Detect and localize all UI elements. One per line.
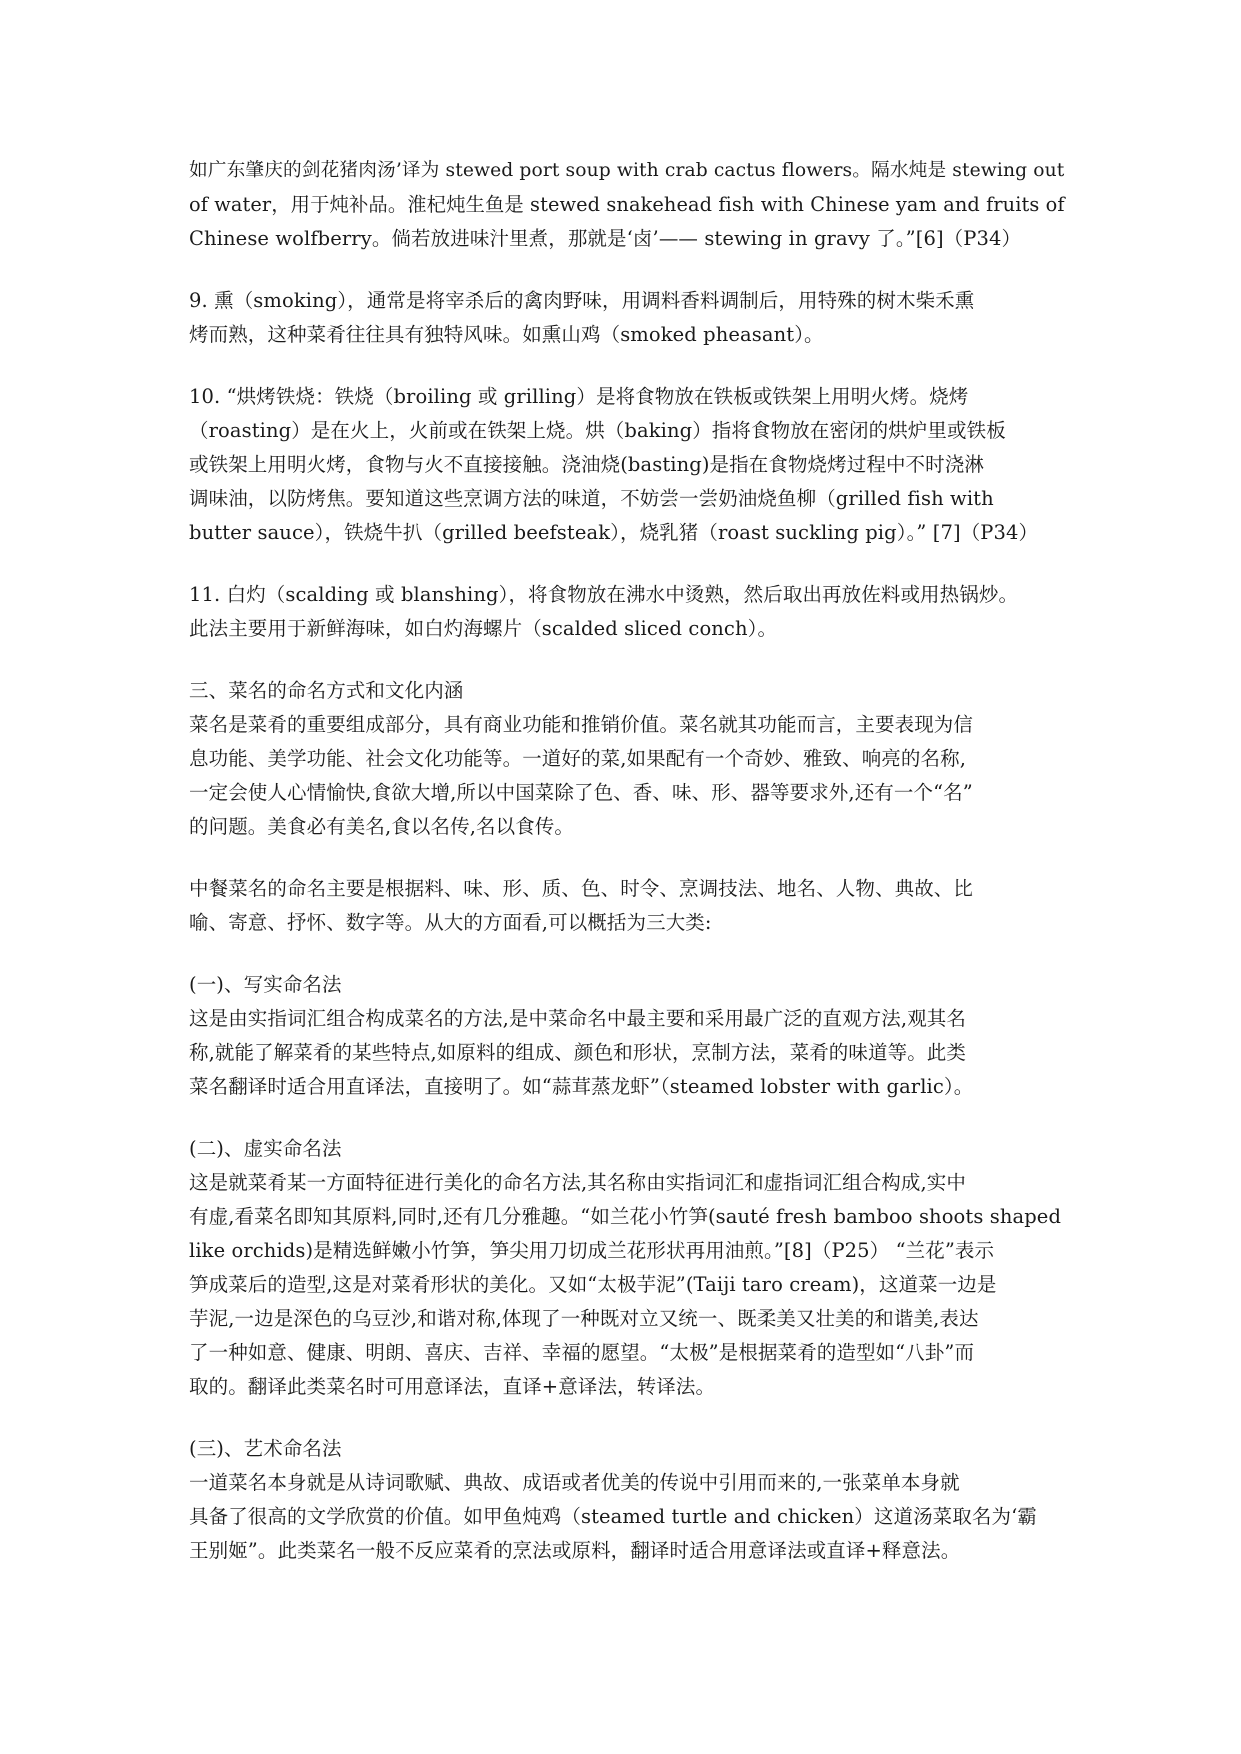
paragraph-scalding — [189, 578, 1069, 646]
text-line: 或铁架上用明火烤，食物与火不直接接触。浇油烧(basting)是指在食物烧烤过程中不时浇淋 — [189, 453, 984, 476]
text-line: 笋成菜后的造型,这是对菜肴形状的美化。又如“太极芋泥”(Taiji taro cream)，这道菜一边是 — [189, 1273, 997, 1296]
section-heading: 三、菜名的命名方式和文化内涵 — [189, 679, 464, 702]
text-line: 了一种如意、健康、明朗、喜庆、吉祥、幸福的愿望。“太极”是根据菜肴的造型如“八卦”而 — [189, 1341, 975, 1364]
text-line: 具备了很高的文学欣赏的价值。如甲鱼炖鸡（steamed turtle and chicken）这道汤菜取名为‘霸 — [189, 1505, 1037, 1528]
text-line: 这是由实指词汇组合构成菜名的方法,是中菜命名中最主要和采用最广泛的直观方法,观其名 — [189, 1007, 966, 1030]
text-line: 取的。翻译此类菜名时可用意译法，直译+意译法，转译法。 — [189, 1375, 716, 1398]
text-line: 有虚,看菜名即知其原料,同时,还有几分雅趣。“如兰花小竹笋(sauté fresh bamboo shoots shaped — [189, 1205, 1062, 1228]
subsection-heading: (三)、艺术命名法 — [189, 1437, 342, 1460]
text-line: 9. 熏（smoking），通常是将宰杀后的禽肉野味，用调料香料调制后，用特殊的树木柴禾熏 — [189, 289, 975, 312]
subsection-heading: (一)、写实命名法 — [189, 973, 342, 996]
paragraph-smoking — [189, 284, 1069, 352]
text-line: （roasting）是在火上，火前或在铁架上烧。烘（baking）指将食物放在密闭的烘炉里或铁板 — [189, 419, 1006, 442]
text-line: 菜名翻译时适合用直译法，直接明了。如“蒜茸蒸龙虾”（steamed lobster with garlic）。 — [189, 1075, 974, 1098]
text-line: 烤而熟，这种菜肴往往具有独特风味。如熏山鸡（smoked pheasant）。 — [189, 323, 824, 346]
text-line: 11. 白灼（scalding 或 blanshing），将食物放在沸水中烫熟，然后取出再放佐料或用热锅炒。 — [189, 583, 1019, 606]
text-line: 如广东肇庆的剑花猪肉汤’译为 stewed port soup with crab cactus flowers。隔水炖是 stewing out — [189, 160, 1065, 181]
text-line: 此法主要用于新鲜海味，如白灼海螺片（scalded sliced conch）。 — [189, 617, 778, 640]
paragraph-stewing — [189, 154, 1069, 256]
text-line: of water，用于炖补品。淮杞炖生鱼是 stewed snakehead fish with Chinese yam and fruits of — [189, 193, 1065, 216]
text-line: 这是就菜肴某一方面特征进行美化的命名方法,其名称由实指词汇和虚指词汇组合构成,实中 — [189, 1171, 966, 1194]
text-line: 息功能、美学功能、社会文化功能等。一道好的菜,如果配有一个奇妙、雅致、响亮的名称, — [189, 747, 966, 770]
section-realistic-naming — [189, 968, 1069, 1104]
text-line: Chinese wolfberry。倘若放进味汁里煮，那就是‘卤’—— stewing in gravy 了。”[6]（P34） — [189, 227, 1022, 250]
paragraph-naming-basis — [189, 872, 1069, 940]
text-line: 称,就能了解菜肴的某些特点,如原料的组成、颜色和形状，烹制方法，菜肴的味道等。此类 — [189, 1041, 966, 1064]
text-line: 一定会使人心情愉快,食欲大增,所以中国菜除了色、香、味、形、器等要求外,还有一个“名” — [189, 781, 973, 804]
text-line: 中餐菜名的命名主要是根据料、味、形、质、色、时令、烹调技法、地名、人物、典故、比 — [189, 877, 974, 900]
text-line: butter sauce），铁烧牛扒（grilled beefsteak），烧乳猪（roast suckling pig）。” [7]（P34） — [189, 521, 1039, 544]
text-line: 王别姬”。此类菜名一般不反应菜肴的烹法或原料，翻译时适合用意译法或直译+释意法。 — [189, 1539, 961, 1562]
section-naming-culture — [189, 674, 1069, 844]
subsection-heading: (二)、虚实命名法 — [189, 1137, 342, 1160]
section-artistic-naming — [189, 1432, 1069, 1568]
text-line: 调味油，以防烤焦。要知道这些烹调方法的味道，不妨尝一尝奶油烧鱼柳（grilled fish with — [189, 487, 994, 510]
document-page — [189, 154, 1069, 1568]
text-line: like orchids)是精选鲜嫩小竹笋，笋尖用刀切成兰花形状再用油煎。”[8]（P25） “兰花”表示 — [189, 1239, 995, 1262]
text-line: 10. “烘烤铁烧：铁烧（broiling 或 grilling）是将食物放在铁板或铁架上用明火烤。烧烤 — [189, 385, 969, 408]
text-line: 一道菜名本身就是从诗词歌赋、典故、成语或者优美的传说中引用而来的,一张菜单本身就 — [189, 1471, 960, 1494]
text-line: 芋泥,一边是深色的乌豆沙,和谐对称,体现了一种既对立又统一、既柔美又壮美的和谐美,表达 — [189, 1307, 979, 1330]
section-mixed-naming — [189, 1132, 1069, 1404]
text-line: 喻、寄意、抒怀、数字等。从大的方面看,可以概括为三大类: — [189, 911, 712, 934]
paragraph-roasting — [189, 380, 1069, 550]
text-line: 的问题。美食必有美名,食以名传,名以食传。 — [189, 815, 574, 838]
text-line: 菜名是菜肴的重要组成部分，具有商业功能和推销价值。菜名就其功能而言，主要表现为信 — [189, 713, 974, 736]
